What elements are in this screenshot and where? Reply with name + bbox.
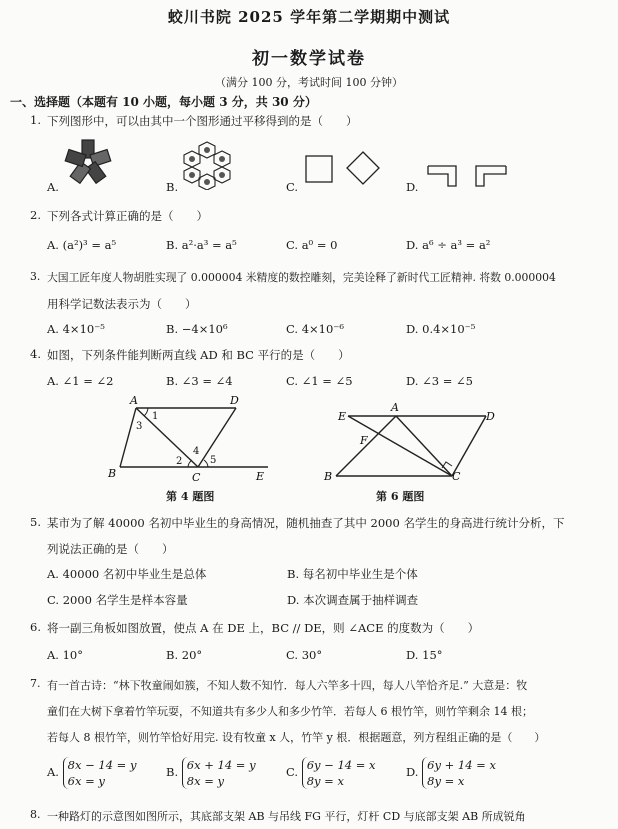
q7-option-c-system	[302, 757, 376, 789]
fig4-label-b: B	[108, 467, 117, 480]
q7-d-eq1: 6y + 14 = x	[427, 758, 496, 772]
fig6-label-d: D	[486, 410, 495, 423]
q2-text: 下列各式计算正确的是（ ）	[47, 209, 208, 223]
fig4-angle-2: 2	[176, 456, 183, 467]
q7-option-c	[286, 757, 376, 789]
q1-figure-d	[426, 162, 510, 192]
q2-option-d: D. a⁶ ÷ a³ = a²	[406, 238, 491, 252]
q1-number: 1.	[30, 113, 41, 127]
exam-subtitle: 初一数学试卷	[252, 49, 366, 69]
q4-option-b: B. ∠3 = ∠4	[166, 374, 233, 388]
q7-line-2: 童们在大树下拿着竹竿玩耍，不知道共有多少人和多少竹竿．若每人 6 根竹竿，则竹竿剩余 14 根；	[47, 705, 533, 718]
q1-figure-b	[182, 140, 232, 190]
q6-text: 将一副三角板如图放置，使点 A 在 DE 上，BC // DE，则 ∠ACE 的度数为（ ）	[47, 621, 480, 635]
q6-option-c: C. 30°	[286, 648, 323, 662]
q6-option-d: D. 15°	[406, 648, 443, 662]
q7-option-b-label: B.	[166, 765, 179, 779]
fig4-angle-4: 4	[193, 446, 200, 457]
q5-option-c: C. 2000 名学生是样本容量	[47, 593, 188, 607]
q5-option-a: A. 40000 名初中毕业生是总体	[47, 567, 207, 581]
q3-text: 大国工匠年度人物胡胜实现了 0.000004 米精度的数控雕刻，完美诠释了新时代工匠精神. 将数 0.000004	[47, 271, 556, 284]
fig6-label-b: B	[324, 470, 333, 483]
q4-text: 如图，下列条件能判断两直线 AD 和 BC 平行的是（ ）	[47, 348, 350, 362]
q7-b-eq1: 6x + 14 = y	[186, 758, 256, 772]
q5-text: 某市为了解 40000 名初中毕业生的身高情况，随机抽查了其中 2000 名学生的身高进行统计分析，下	[47, 516, 565, 530]
q7-option-d-system	[422, 757, 496, 789]
q2-number: 2.	[30, 208, 41, 222]
q1-figure-c	[303, 150, 383, 190]
q3-text-cont: 用科学记数法表示为（ ）	[47, 297, 197, 311]
section-heading: 一、选择题（本题有 10 小题，每小题 3 分，共 30 分）	[10, 95, 317, 109]
figure-6	[318, 398, 508, 486]
q1-option-b: B.	[166, 180, 179, 194]
q7-a-eq2: 6x = y	[67, 774, 105, 788]
fig4-angle-1: 1	[152, 411, 159, 422]
q5-option-b: B. 每名初中毕业生是个体	[287, 567, 418, 581]
q7-option-b	[166, 757, 256, 789]
fig4-label-a: A	[130, 394, 138, 407]
fig6-label-e: E	[338, 410, 347, 423]
q7-option-a-system	[63, 757, 137, 789]
q1-option-c: C.	[286, 180, 299, 194]
fig4-angle-5: 5	[210, 455, 217, 466]
q1-option-a: A.	[47, 180, 59, 194]
fig6-label-f: F	[360, 434, 368, 447]
q7-option-d	[406, 757, 496, 789]
q4-option-a: A. ∠1 = ∠2	[47, 374, 114, 388]
q1-option-d: D.	[406, 180, 419, 194]
q7-option-a-label: A.	[47, 765, 59, 779]
q4-number: 4.	[30, 347, 41, 361]
figure-4	[100, 392, 280, 487]
q4-option-d: D. ∠3 = ∠5	[406, 374, 473, 388]
q7-c-eq2: 8y = x	[306, 774, 344, 788]
fig4-label-c: C	[192, 471, 201, 484]
q6-option-a: A. 10°	[47, 648, 83, 662]
q8-number: 8.	[30, 808, 41, 821]
q3-option-a: A. 4×10⁻⁵	[47, 322, 105, 336]
q6-option-b: B. 20°	[166, 648, 203, 662]
exam-note: （满分 100 分，考试时间 100 分钟）	[215, 76, 403, 89]
figure-6-caption: 第 6 题图	[376, 490, 425, 503]
q6-number: 6.	[30, 620, 41, 634]
q4-option-c: C. ∠1 = ∠5	[286, 374, 353, 388]
fig6-label-a: A	[391, 401, 399, 414]
q5-number: 5.	[30, 515, 41, 529]
q7-c-eq1: 6y − 14 = x	[306, 758, 376, 772]
q1-text: 下列图形中，可以由其中一个图形通过平移得到的是（ ）	[47, 114, 358, 128]
fig4-label-e: E	[256, 470, 265, 483]
q2-option-c: C. a⁰ = 0	[286, 238, 338, 252]
q7-option-a	[47, 757, 136, 789]
q7-option-c-label: C.	[286, 765, 299, 779]
q7-option-b-system	[182, 757, 256, 789]
fig4-label-d: D	[230, 394, 239, 407]
q7-line-3: 若每人 8 根竹竿，则竹竿恰好用完. 设有牧童 x 人，竹竿 y 根．根据题意，列方程组正确的是（ ）	[47, 731, 546, 744]
fig6-label-c: C	[452, 470, 461, 483]
q7-number: 7.	[30, 677, 41, 690]
q3-option-b: B. −4×10⁶	[166, 322, 228, 336]
q7-d-eq2: 8y = x	[427, 774, 465, 788]
figure-4-caption: 第 4 题图	[166, 490, 215, 503]
q3-number: 3.	[30, 270, 41, 283]
q7-a-eq1: 8x − 14 = y	[67, 758, 137, 772]
fig4-angle-3: 3	[136, 421, 143, 432]
q3-option-c: C. 4×10⁻⁶	[286, 322, 344, 336]
q3-option-d: D. 0.4×10⁻⁵	[406, 322, 476, 336]
q2-option-a: A. (a²)³ = a⁵	[47, 238, 117, 252]
exam-title: 蛟川书院 2025 学年第二学期期中测试	[167, 8, 451, 26]
q7-line-1: 有一首古诗：“林下牧童闹如簇，不知人数不知竹．每人六竿多十四，每人八竿恰齐足.” 大意是：牧	[47, 679, 528, 692]
q5-option-d: D. 本次调查属于抽样调查	[287, 593, 419, 607]
q1-figure-a	[60, 138, 116, 186]
q2-option-b: B. a²·a³ = a⁵	[166, 238, 237, 252]
q7-option-d-label: D.	[406, 765, 419, 779]
q5-text-cont: 列说法正确的是（ ）	[47, 542, 174, 556]
q7-b-eq2: 8x = y	[186, 774, 225, 788]
q8-text: 一种路灯的示意图如图所示，其底部支架 AB 与吊线 FG 平行，灯杆 CD 与底部支架 AB 所成锐角	[47, 810, 526, 823]
